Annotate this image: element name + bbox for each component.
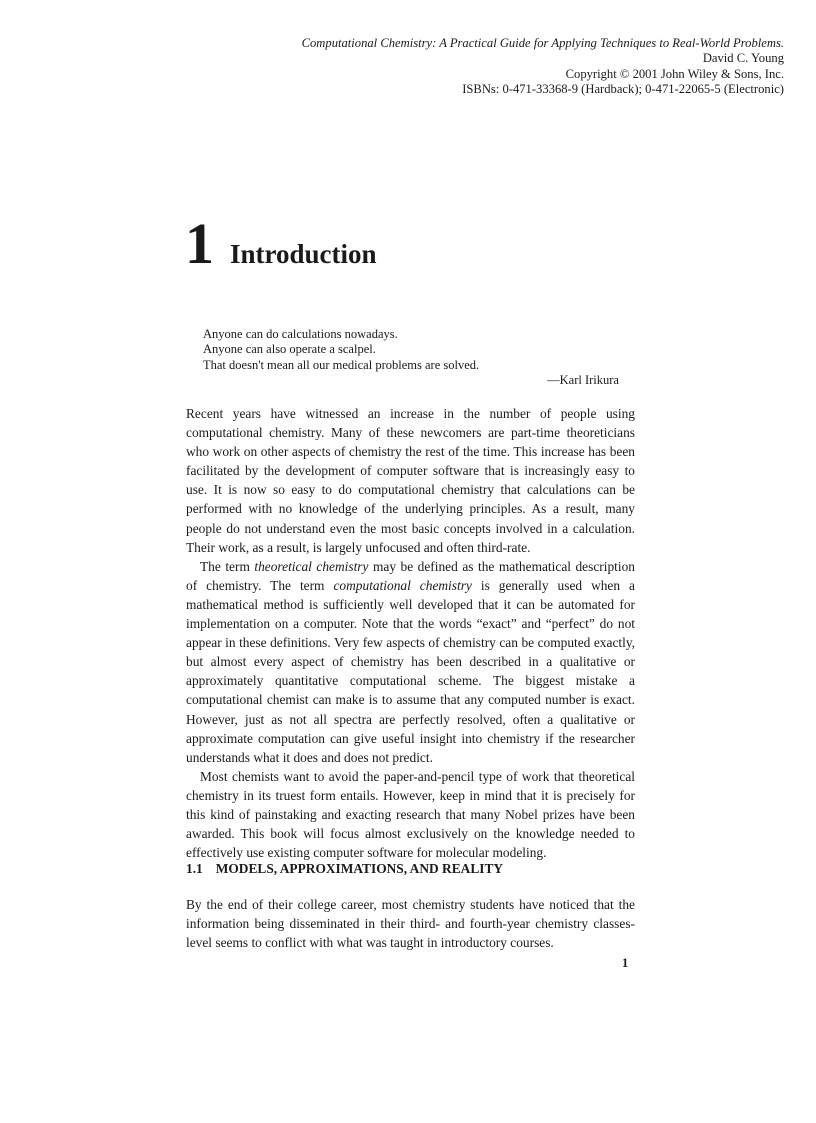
paragraph-1: Recent years have witnessed an increase in the number of people using computational chemistry. Many of these newcomers are part-time theoreticians who work on other aspects of chemistry the rest of the time. This increase has been facilitated by the development of computer software that is increasingly easy to use. It is now so easy to do computational chemistry that calculations can be performed with no knowledge of the underlying principles. As a result, many people do not understand even the most basic concepts involved in a calculation. Their work, as a result, is largely unfocused and often third-rate. (186, 406, 635, 555)
term-theoretical-chemistry: theoretical chemistry (254, 558, 369, 574)
term-computational-chemistry: computational chemistry (333, 577, 472, 593)
paragraph-2-text-a: The term (200, 558, 255, 574)
paragraph-2 (186, 557, 635, 767)
paragraph-2-text-b: may be defined as the mathematical description of chemistry. The term (186, 558, 635, 593)
section-paragraph-1: By the end of their college career, most chemistry students have noticed that the information being disseminated in their third- and fourth-year chemistry classes-level seems to conflict with what was taught in introductory courses. (186, 897, 635, 951)
section-title: MODELS, APPROXIMATIONS, AND REALITY (215, 861, 504, 876)
author: David C. Young (702, 51, 784, 66)
section-number: 1.1 (186, 861, 203, 876)
paragraph-2-text-c: is generally used when a mathematical method is sufficiently well developed that it can be automated for implementation on a computer. Note that the words “exact” and “perfect” do not appear in these definitions. Very few aspects of chemistry can be computed exactly, but almost every aspect of chemistry has been described in a qualitative or approximately quantitative computational scheme. The biggest mistake a computational chemist can make is to assume that any computed number is exact. However, just as not all spectra are perfectly resolved, often a qualitative or approximate computation can give useful insight into chemistry if the researcher understands what it does and does not predict. (186, 577, 635, 765)
epigraph-line: That doesn't mean all our medical problems are solved. (203, 357, 480, 372)
chapter-body (186, 404, 635, 862)
paragraph-3: Most chemists want to avoid the paper-and-pencil type of work that theoretical chemistry in its truest form entails. However, keep in mind that it is precisely for this kind of painstaking and exacting research that many Nobel prizes have been awarded. This book will focus almost exclusively on the knowledge needed to effectively use existing computer software for molecular modeling. (186, 768, 635, 861)
epigraph-line: Anyone can also operate a scalpel. (203, 342, 376, 357)
page-number: 1 (622, 956, 629, 970)
chapter-number: 1 (185, 211, 214, 276)
chapter-heading (185, 212, 377, 276)
copyright: Copyright © 2001 John Wiley & Sons, Inc. (565, 66, 784, 81)
epigraph (203, 327, 619, 389)
running-header (302, 36, 784, 97)
epigraph-line: Anyone can do calculations nowadays. (203, 327, 398, 341)
section-body (186, 895, 635, 952)
book-title: Computational Chemistry: A Practical Guide for Applying Techniques to Real-World Problems. (301, 36, 784, 50)
isbns: ISBNs: 0-471-33368-9 (Hardback); 0-471-22065-5 (Electronic) (462, 81, 784, 96)
section-heading (186, 861, 503, 877)
epigraph-attribution: —Karl Irikura (547, 373, 619, 388)
chapter-title: Introduction (230, 239, 377, 269)
